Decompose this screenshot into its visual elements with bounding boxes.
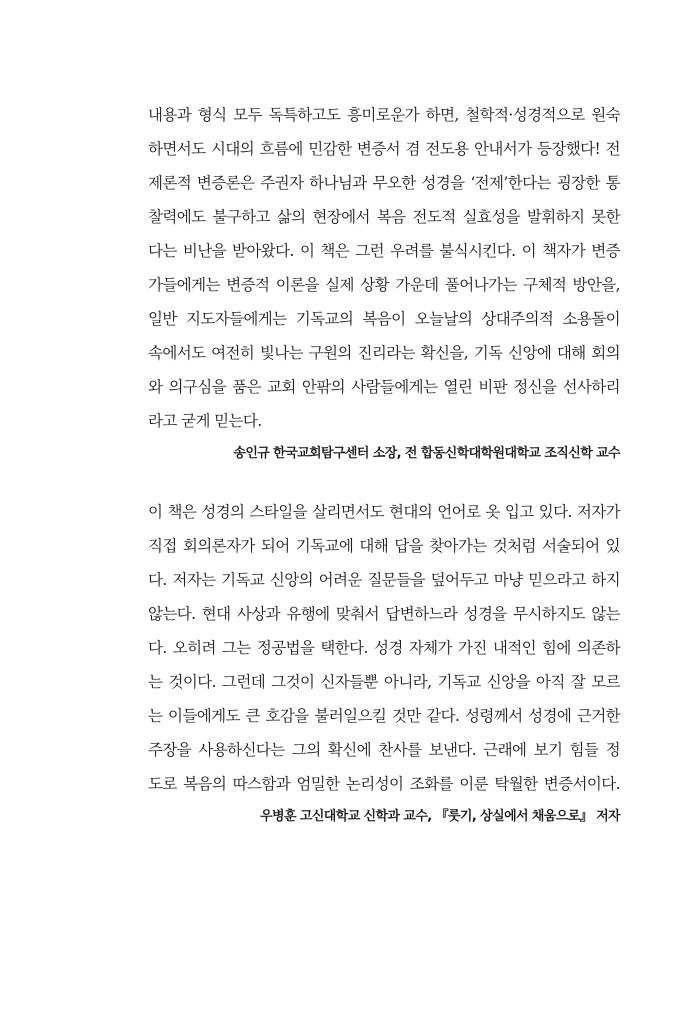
review-line: 다. 오히려 그는 정공법을 택한다. 성경 자체가 가진 내적인 힘에 의존하 [148, 639, 620, 657]
review-line: 와 의구심을 품은 교회 안팎의 사람들에게는 열린 비판 정신을 선사하리 [148, 378, 620, 396]
review-line: 이 책은 성경의 스타일을 살리면서도 현대의 언어로 옷 입고 있다. 저자가 [148, 503, 620, 521]
endorsement-review-1 [148, 98, 620, 461]
review-attribution: 우병훈 고신대학교 신학과 교수, 『룻기, 상실에서 채움으로』 저자 [260, 809, 620, 824]
review-line: 제론적 변증론은 주권자 하나님과 무오한 성경을 ‘전제’한다는 굉장한 통 [148, 174, 620, 192]
review-line: 가들에게는 변증적 이론을 실제 상황 가운데 풀어나가는 구체적 방안을, [148, 276, 620, 294]
review-attribution: 송인규 한국교회탐구센터 소장, 전 합동신학대학원대학교 조직신학 교수 [233, 446, 620, 461]
review-line: 라고 굳게 믿는다. [148, 412, 262, 430]
review-line: 도로 복음의 따스함과 엄밀한 논리성이 조화를 이룬 탁월한 변증서이다. [148, 775, 620, 793]
review-line: 않는다. 현대 사상과 유행에 맞춰서 답변하느라 성경을 무시하지도 않는 [148, 605, 620, 623]
review-line: 다. 저자는 기독교 신앙의 어려운 질문들을 덮어두고 마냥 믿으라고 하지 [148, 571, 620, 589]
review-line: 내용과 형식 모두 독특하고도 흥미로운가 하면, 철학적·성경적으로 원숙 [148, 106, 620, 124]
review-line: 하면서도 시대의 흐름에 민감한 변증서 겸 전도용 안내서가 등장했다! 전 [148, 140, 620, 158]
review-line: 일반 지도자들에게는 기독교의 복음이 오늘날의 상대주의적 소용돌이 [148, 310, 620, 328]
review-line: 주장을 사용하신다는 그의 확신에 찬사를 보낸다. 근래에 보기 힘들 정 [148, 741, 620, 759]
review-line: 속에서도 여전히 빛나는 구원의 진리라는 확신을, 기독 신앙에 대해 회의 [148, 344, 620, 362]
review-line: 다는 비난을 받아왔다. 이 책은 그런 우려를 불식시킨다. 이 책자가 변증 [148, 242, 620, 260]
review-line: 직접 회의론자가 되어 기독교에 대해 답을 찾아가는 것처럼 서술되어 있 [148, 537, 620, 555]
endorsement-review-2 [148, 495, 620, 824]
review-line: 찰력에도 불구하고 삶의 현장에서 복음 전도적 실효성을 발휘하지 못한 [148, 208, 620, 226]
review-line: 는 것이다. 그런데 그것이 신자들뿐 아니라, 기독교 신앙을 아직 잘 모르 [148, 673, 620, 691]
review-line: 는 이들에게도 큰 호감을 불러일으킬 것만 같다. 성령께서 성경에 근거한 [148, 707, 620, 725]
